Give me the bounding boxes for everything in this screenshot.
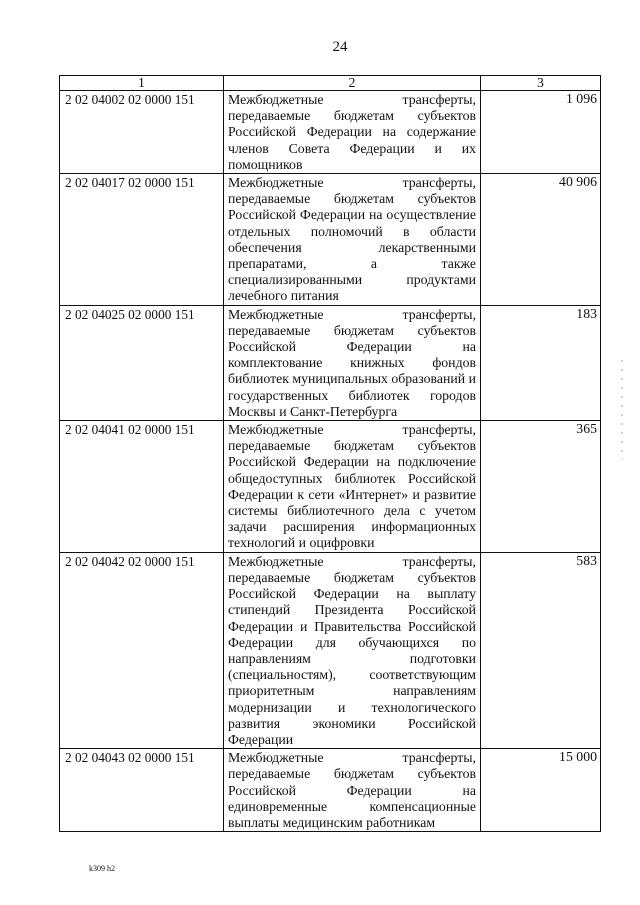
table-row <box>60 305 601 420</box>
transfer-amount: 1 096 <box>481 91 601 174</box>
transfer-description: Межбюджетные трансферты, передаваемые бюджетам субъектов Российской Федерации на выплату стипендий Президента Российской Федерации и Правительства Российской Федерации для обучающихся по направлениям подготовки (специальностям), соответствующим приоритетным направлениям модернизации и технологического развития экономики Российской Федерации <box>224 552 481 748</box>
table-row <box>60 421 601 553</box>
column-header: 3 <box>481 76 601 91</box>
table-row <box>60 91 601 174</box>
table-row <box>60 749 601 832</box>
page-number: 24 <box>332 39 348 55</box>
budget-code: 2 02 04041 02 0000 151 <box>60 421 224 553</box>
scan-margin-marks <box>621 360 623 460</box>
budget-code: 2 02 04002 02 0000 151 <box>60 91 224 174</box>
transfer-amount: 15 000 <box>481 749 601 832</box>
transfer-amount: 183 <box>481 305 601 420</box>
column-header: 2 <box>224 76 481 91</box>
table-row <box>60 552 601 748</box>
budget-code: 2 02 04025 02 0000 151 <box>60 305 224 420</box>
transfer-amount: 365 <box>481 421 601 553</box>
transfer-amount: 40 906 <box>481 174 601 306</box>
transfer-description: Межбюджетные трансферты, передаваемые бюджетам субъектов Российской Федерации на комплектование книжных фондов библиотек муниципальных образований и государственных библиотек городов Москвы и Санкт-Петербурга <box>224 305 481 420</box>
transfer-description: Межбюджетные трансферты, передаваемые бюджетам субъектов Российской Федерации на осуществление отдельных полномочий в области обеспечения лекарственными препаратами, а также специализированными продуктами лечебного питания <box>224 174 481 306</box>
transfer-description: Межбюджетные трансферты, передаваемые бюджетам субъектов Российской Федерации на подключение общедоступных библиотек Российской Федерации к сети «Интернет» и развитие системы библиотечного дела с учетом задачи расширения информационных технологий и оцифровки <box>224 421 481 553</box>
transfer-amount: 583 <box>481 552 601 748</box>
document-footer-code: k309 h2 <box>89 864 115 873</box>
table-header-row <box>60 76 601 91</box>
column-header: 1 <box>60 76 224 91</box>
budget-table <box>59 75 601 832</box>
budget-code: 2 02 04043 02 0000 151 <box>60 749 224 832</box>
table-row <box>60 174 601 306</box>
budget-code: 2 02 04042 02 0000 151 <box>60 552 224 748</box>
transfer-description: Межбюджетные трансферты, передаваемые бюджетам субъектов Российской Федерации на содержание членов Совета Федерации и их помощников <box>224 91 481 174</box>
transfer-description: Межбюджетные трансферты, передаваемые бюджетам субъектов Российской Федерации на единовременные компенсационные выплаты медицинским работникам <box>224 749 481 832</box>
budget-code: 2 02 04017 02 0000 151 <box>60 174 224 306</box>
